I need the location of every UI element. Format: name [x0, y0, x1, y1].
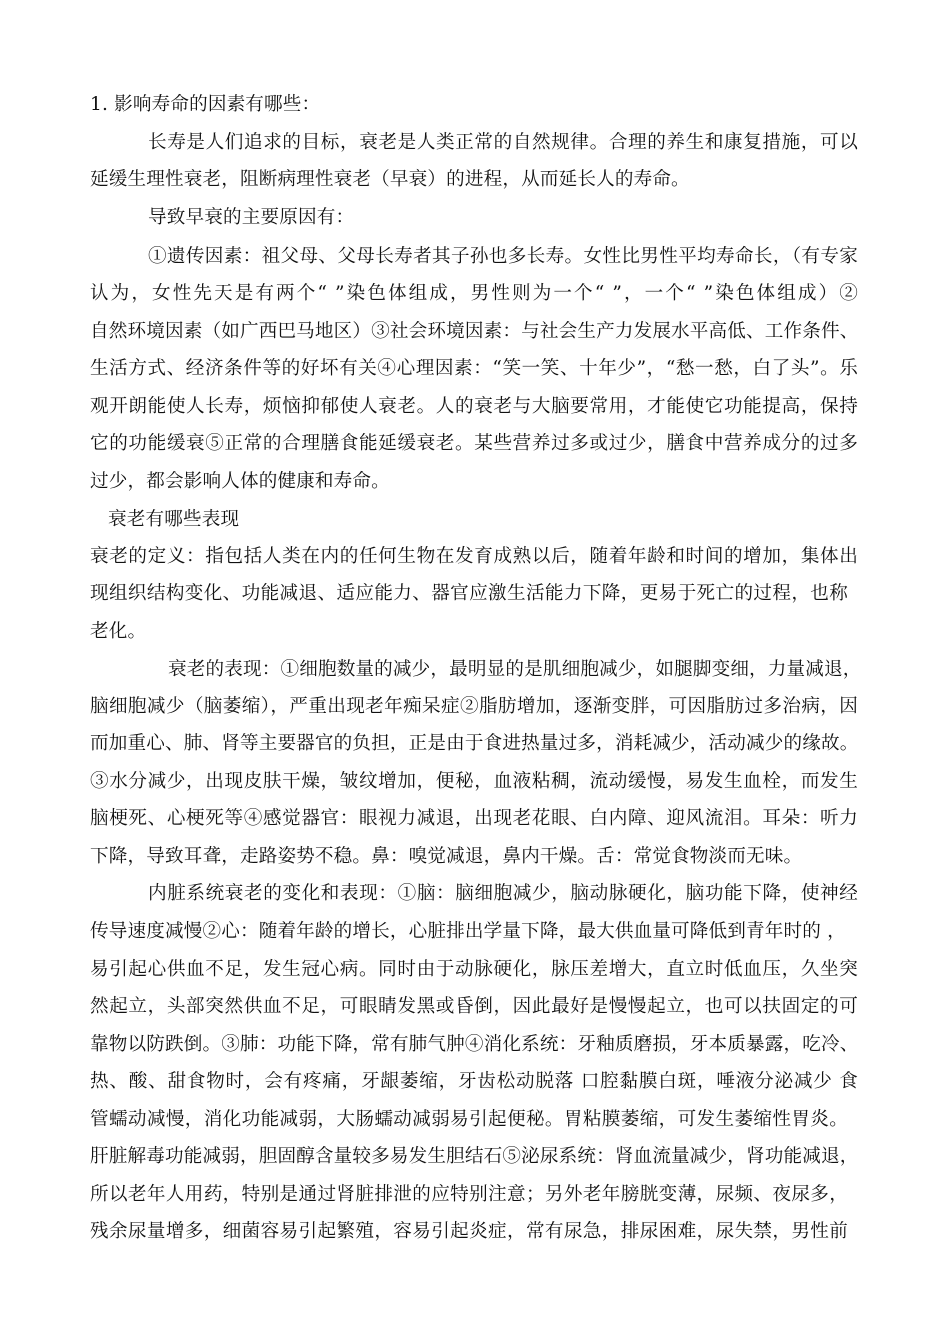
paragraph-line: 靠物以防跌倒。③肺：功能下降，常有肺气肿④消化系统：牙釉质磨损，牙本质暴露，吃冷、: [90, 1034, 859, 1055]
paragraph-line: 延缓生理性衰老，阻断病理性衰老（早衰）的进程，从而延长人的寿命。: [90, 169, 690, 190]
paragraph-line: 管蠕动减慢，消化功能减弱，大肠蠕动减弱易引起便秘。胃粘膜萎缩，可发生萎缩性胃炎。: [90, 1109, 848, 1130]
paragraph-line: 热、酸、甜食物时，会有疼痛，牙龈萎缩，牙齿松动脱落 口腔黏膜白斑，唾液分泌减少 食: [90, 1071, 858, 1092]
paragraph-line: 观开朗能使人长寿，烦恼抑郁使人衰老。人的衰老与大脑要常用，才能使它功能提高，保持: [90, 396, 858, 417]
paragraph-line: 脑梗死、心梗死等④感觉器官：眼视力减退，出现老花眼、白内障、迎风流泪。耳朵：听力: [90, 808, 858, 829]
paragraph-line: 认为，女性先天是有两个“ ”染色体组成，男性则为一个“ ”，一个“ ”染色体组成）②: [90, 283, 858, 304]
paragraph-line: 自然环境因素（如广西巴马地区）③社会环境因素：与社会生产力发展水平高低、工作条件、: [90, 321, 859, 342]
paragraph-line: 残余尿量增多，细菌容易引起繁殖，容易引起炎症，常有尿急，排尿困难，尿失禁，男性前: [90, 1221, 848, 1242]
paragraph-line: 老化。: [90, 621, 147, 642]
paragraph-line: 而加重心、肺、肾等主要器官的负担，正是由于食进热量过多，消耗减少，活动减少的缘故。: [90, 733, 859, 754]
paragraph-line: 衰老的表现：①细胞数量的减少，最明显的是肌细胞减少，如腿脚变细，力量减退，: [168, 659, 862, 680]
paragraph-line: 内脏系统衰老的变化和表现：①脑：脑细胞减少，脑动脉硬化，脑功能下降，使神经: [148, 883, 858, 904]
paragraph-line: 然起立，头部突然供血不足，可眼睛发黑或昏倒，因此最好是慢慢起立，也可以扶固定的可: [90, 996, 858, 1017]
paragraph-line: 肝脏解毒功能减弱，胆固醇含量较多易发生胆结石⑤泌尿系统：肾血流量减少，肾功能减退，: [90, 1146, 859, 1167]
paragraph-line: 生活方式、经济条件等的好坏有关④心理因素：“笑一笑、十年少”，“愁一愁，白了头”。乐: [90, 358, 858, 379]
paragraph-line: 长寿是人们追求的目标，衰老是人类正常的自然规律。合理的养生和康复措施，可以: [148, 132, 858, 153]
paragraph-line: 易引起心供血不足，发生冠心病。同时由于动脉硬化，脉压差增大，直立时低血压，久坐突: [90, 959, 858, 980]
paragraph-line: 导致早衰的主要原因有：: [148, 207, 355, 228]
paragraph-line: ①遗传因素：祖父母、父母长寿者其子孙也多长寿。女性比男性平均寿命长，（有专家: [148, 246, 858, 267]
paragraph-line: 现组织结构变化、功能减退、适应能力、器官应激生活能力下降，更易于死亡的过程，也称: [90, 583, 848, 604]
paragraph-line: 下降，导致耳聋，走路姿势不稳。鼻：嗅觉减退，鼻内干燥。舌：常觉食物淡而无味。: [90, 846, 803, 867]
paragraph-line: 脑细胞减少（脑萎缩），严重出现老年痴呆症②脂肪增加，逐渐变胖，可因脂肪过多治病，因: [90, 696, 858, 717]
paragraph-line: 传导速度减慢②心：随着年龄的增长，心脏排出学量下降，最大供血量可降低到青年时的 ，: [90, 921, 846, 942]
section-heading: 1. 影响寿命的因素有哪些：: [90, 94, 321, 115]
paragraph-line: 过少，都会影响人体的健康和寿命。: [90, 471, 390, 492]
paragraph-line: ③水分减少，出现皮肤干燥，皱纹增加，便秘，血液粘稠，流动缓慢，易发生血栓，而发生: [90, 771, 858, 792]
paragraph-line: 衰老的定义：指包括人类在内的任何生物在发育成熟以后，随着年龄和时间的增加，集体出: [90, 546, 858, 567]
section-heading: 衰老有哪些表现: [108, 509, 240, 530]
paragraph-line: 所以老年人用药，特别是通过肾脏排泄的应特别注意；另外老年膀胱变薄，尿频、夜尿多，: [90, 1184, 848, 1205]
paragraph-line: 它的功能缓衰⑤正常的合理膳食能延缓衰老。某些营养过多或过少，膳食中营养成分的过多: [90, 433, 858, 454]
